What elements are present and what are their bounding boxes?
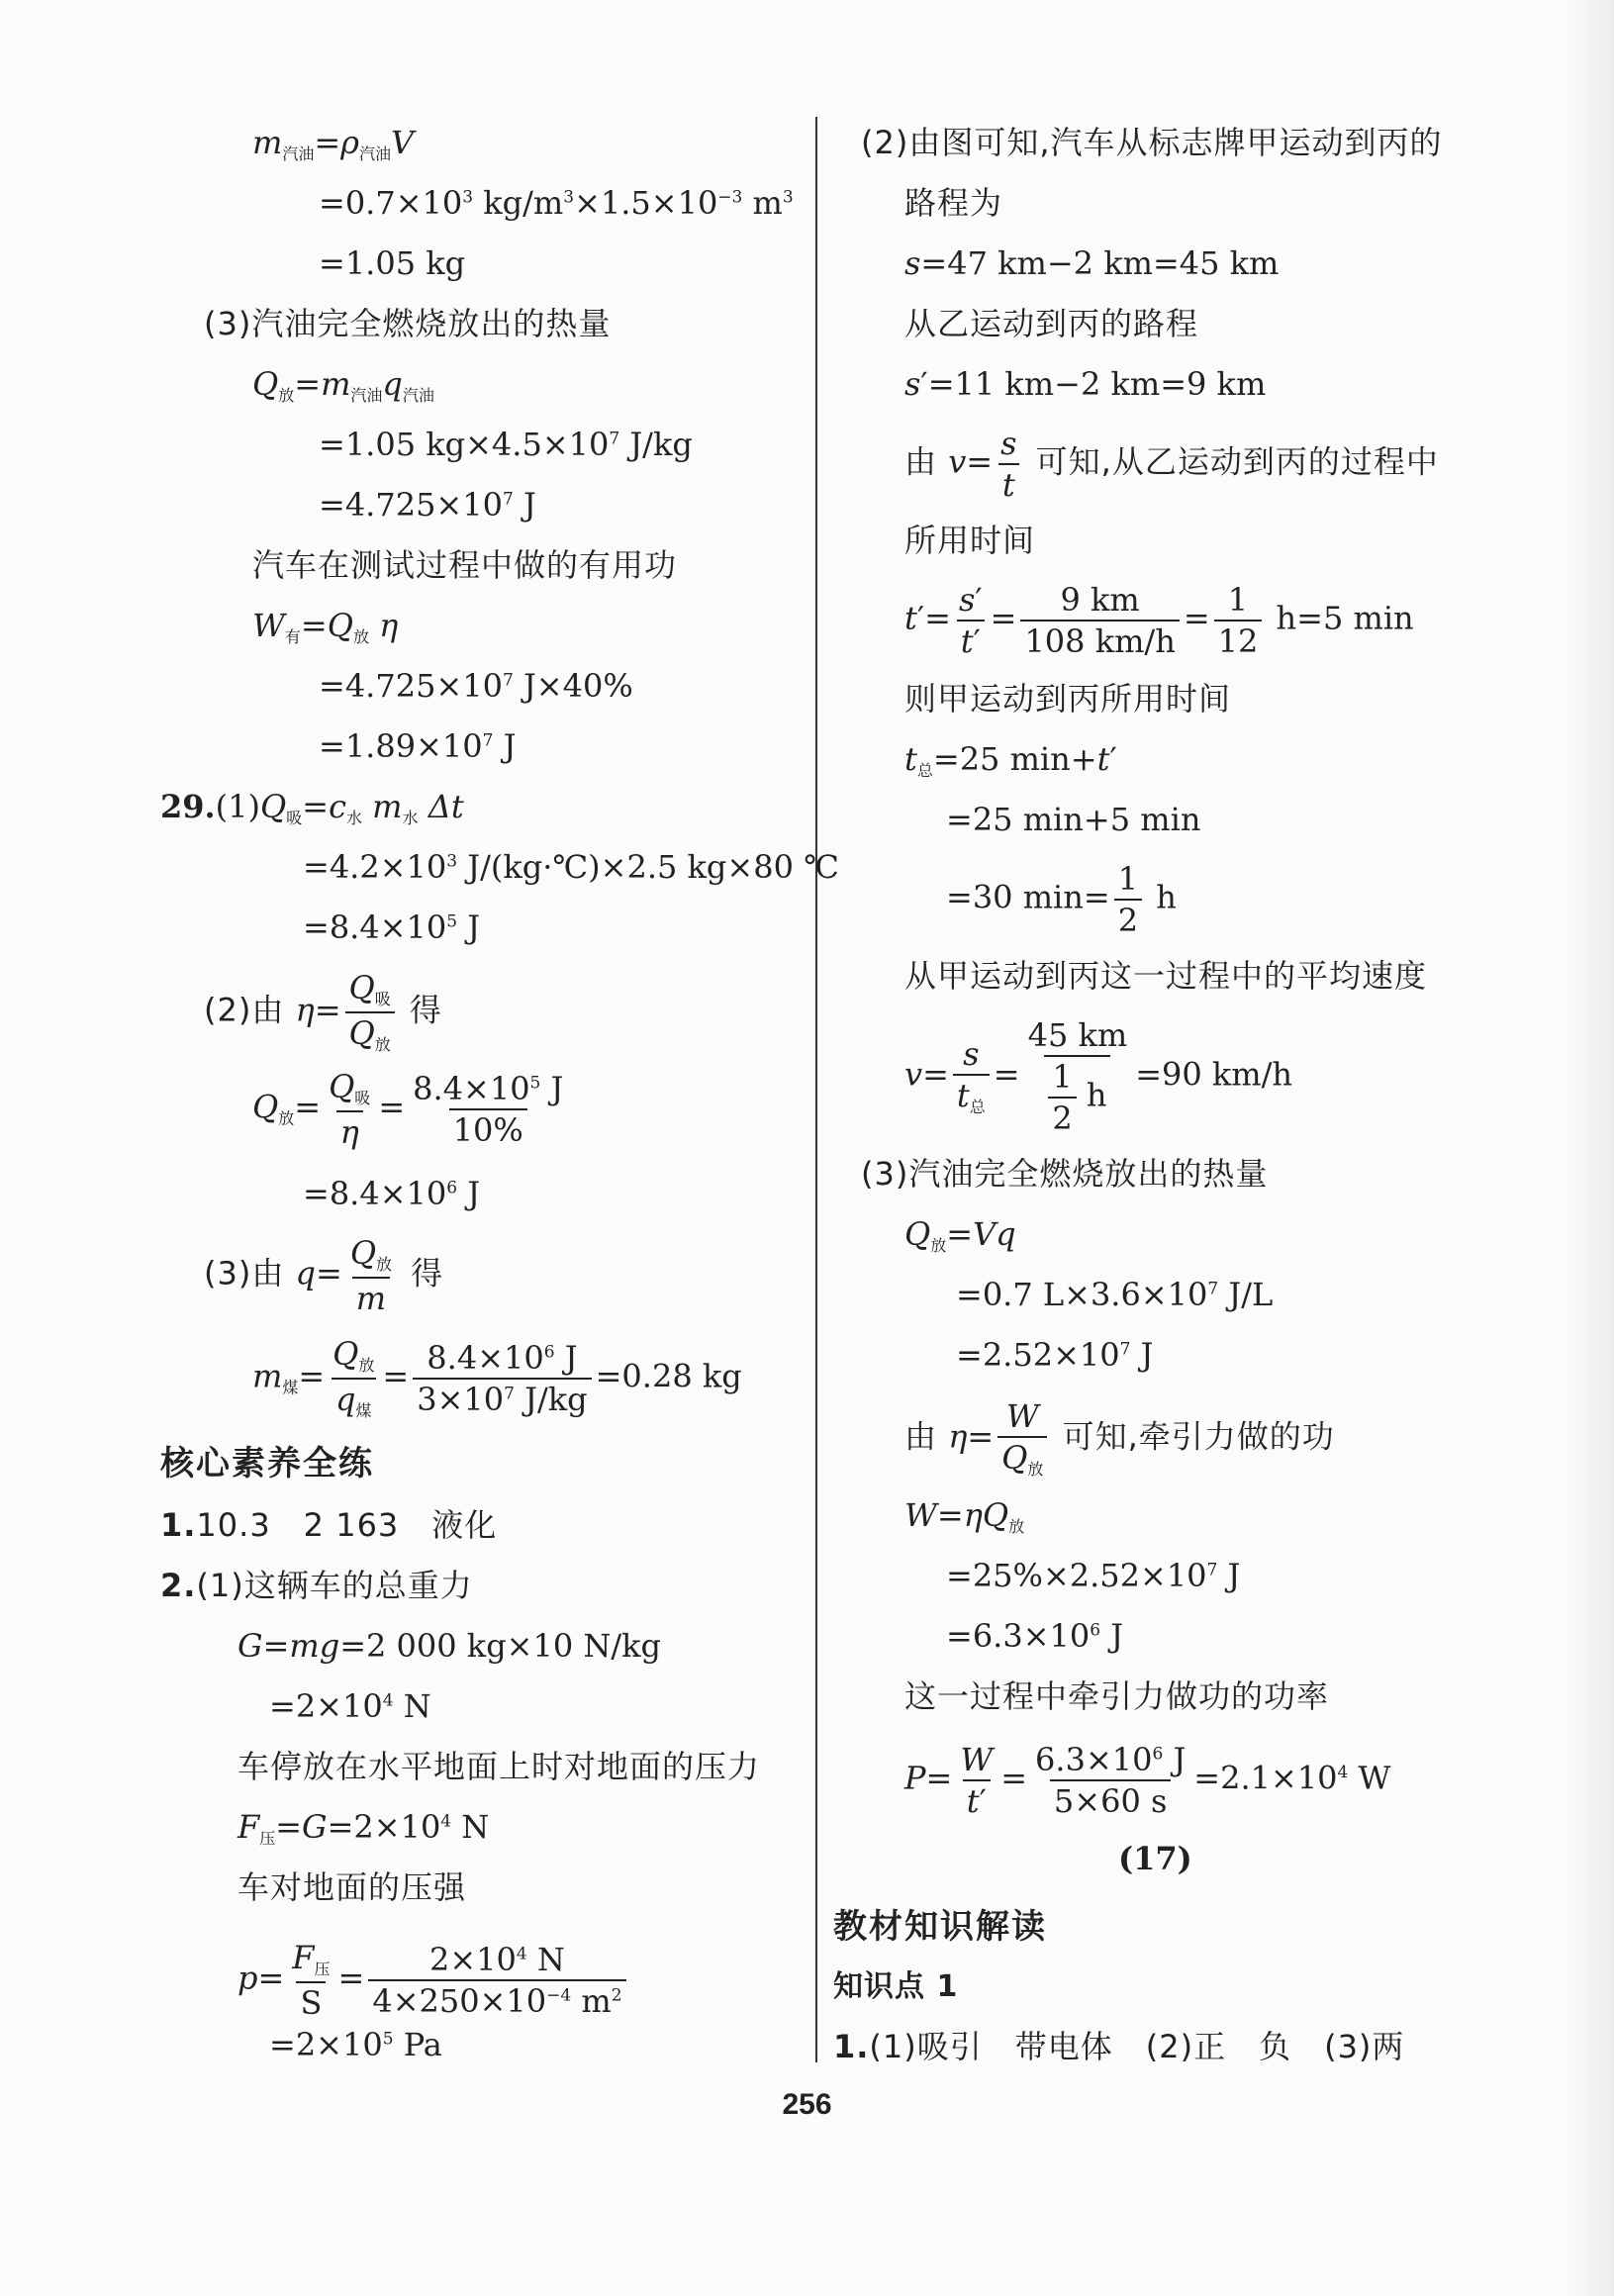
formula-line: v= $\frac{s}{t_总}$ = 45 km $\frac{1}{2}$ h =90 km/h bbox=[904, 1016, 1293, 1137]
formula-line: 由 η= $\frac{W}{Q_放}$ 可知,牵引力做的功 bbox=[904, 1397, 1335, 1479]
formula-line: t′= $\frac{s'}{t'}$ = $\frac{9 km}{108 km/h}$ = $\frac{1}{12}$ h=5 min bbox=[904, 581, 1414, 660]
formula-line: $=2\times 10^4$ N bbox=[269, 1687, 431, 1725]
formula-line: $=4.725\times 10^7$ J×40% bbox=[319, 667, 633, 705]
formula-line: p= $\frac{F_压}{S}$ = $\frac{2\times 10^4 N}{4\times 250\times 10^{-4} m^2}$ bbox=[237, 1942, 630, 2019]
text-line: 这一过程中牵引力做功的功率 bbox=[904, 1677, 1330, 1715]
page-number: 256 bbox=[782, 2088, 832, 2121]
formula-line: $=4.725\times 10^7$ J bbox=[319, 486, 536, 524]
page-edge-shade bbox=[1568, 0, 1614, 2296]
formula-line: $=2\times 10^5$ Pa bbox=[269, 2026, 442, 2063]
formula-line: =30 min= $\frac{1}{2}$ h bbox=[946, 860, 1177, 939]
formula-line: =1.05 kg bbox=[319, 244, 466, 282]
knowledge-item-1: 1.(1)吸引 带电体 (2)正 负 (3)两 bbox=[833, 2028, 1405, 2065]
question-29: $29.(1)Q_吸=c_水$ $m_水$ Δt bbox=[160, 788, 464, 827]
text-line: 从乙运动到丙的路程 bbox=[904, 305, 1199, 342]
formula-line: $=8.4\times 10^5$ J bbox=[303, 909, 481, 946]
formula-line: (3)由 q= $\frac{Q_放}{m}$ 得 bbox=[204, 1234, 444, 1317]
column-divider bbox=[815, 117, 817, 2062]
formula-line: =0.7 $L\times 3.6\times 10^7$ J/L bbox=[956, 1276, 1274, 1313]
text-line: 所用时间 bbox=[904, 522, 1036, 559]
formula-line: (2)由 η= $\frac{Q_吸}{Q_放}$ 得 bbox=[204, 969, 442, 1054]
formula-line: $F_压=G=2\times 10^4$ N bbox=[237, 1808, 490, 1848]
formula-line: $=4.2\times 10^3$ J/(kg·℃)×2.5 kg×80 ℃ bbox=[303, 848, 839, 886]
formula-line: $m_煤=$ $\frac{Q_放}{q_煤}$ = $\frac{8.4\times 10^6 J}{3\times 10^7 J/kg}$ =0.28 kg bbox=[252, 1335, 742, 1420]
section-number: (17) bbox=[1118, 1840, 1192, 1877]
formula-line: P= $\frac{W}{t'}$ = $\frac{6.3\times 10^6 J}{5\times 60 s}$ $=2.1\times 10^4$ W bbox=[904, 1741, 1391, 1820]
text-line: 汽车在测试过程中做的有用功 bbox=[252, 546, 678, 584]
text-line: (2)由图可知,汽车从标志牌甲运动到丙的 bbox=[861, 124, 1443, 161]
question-number: 29. bbox=[160, 788, 216, 825]
formula-line: $W=\eta Q_放$ bbox=[904, 1496, 1025, 1536]
text-line: (3)汽油完全燃烧放出的热量 bbox=[861, 1155, 1269, 1193]
section-heading: 核心素养全练 bbox=[160, 1444, 374, 1483]
formula-line: $=1.89\times 10^7$ J bbox=[319, 727, 517, 765]
formula-line: $Q_放=m_{汽油}q_{汽油}$ bbox=[252, 365, 434, 405]
question-1: 1.10.3 2 163 液化 bbox=[160, 1506, 498, 1544]
text-line: 车停放在水平地面上时对地面的压力 bbox=[237, 1748, 761, 1785]
formula-line: G=mg=2 000 kg×10 N/kg bbox=[237, 1627, 662, 1665]
formula-line: $=8.4\times 10^6$ J bbox=[303, 1175, 481, 1212]
text-line: 路程为 bbox=[904, 184, 1003, 222]
formula-line: $m_{汽油}=\rho_{汽油}V$ bbox=[252, 124, 415, 163]
formula-line: $W_有=Q_放$ η bbox=[252, 607, 399, 646]
formula-line: $=0.7\times 10^3$ $kg/m^3\times 1.5\times 10^{-3}$ $m^3$ bbox=[319, 184, 794, 222]
text-line: 车对地面的压强 bbox=[237, 1868, 467, 1906]
formula-line: 由 v= $\frac{s}{t}$ 可知,从乙运动到丙的过程中 bbox=[904, 425, 1439, 504]
formula-line: $t_总=25$ min+t′ bbox=[904, 740, 1117, 780]
formula-line: =25 min+5 min bbox=[946, 801, 1201, 838]
section-heading: 教材知识解读 bbox=[833, 1907, 1047, 1947]
formula-line: =1.05 $kg\times 4.5\times 10^7$ J/kg bbox=[319, 426, 693, 463]
formula-line: $Q_放=Vq$ bbox=[904, 1215, 1016, 1255]
question-2: 2.(1)这辆车的总重力 bbox=[160, 1567, 473, 1604]
text-line: 则甲运动到丙所用时间 bbox=[904, 680, 1232, 718]
text-line: (3)汽油完全燃烧放出的热量 bbox=[204, 305, 612, 342]
formula-line: s′=11 km−2 km=9 km bbox=[904, 365, 1267, 403]
question-number: 2. bbox=[160, 1567, 197, 1604]
sub-heading: 知识点 1 bbox=[833, 1969, 959, 2004]
formula-line: $Q_放=$ $\frac{Q_吸}{\eta}$ = $\frac{8.4\times 10^5 J}{10\%}$ bbox=[252, 1068, 564, 1151]
formula-line: $=25\%\times 2.52\times 10^7$ J bbox=[946, 1557, 1241, 1594]
text-line: 从甲运动到丙这一过程中的平均速度 bbox=[904, 957, 1428, 995]
formula-line: $=2.52\times 10^7$ J bbox=[956, 1336, 1154, 1374]
formula-line: s=47 km−2 km=45 km bbox=[904, 244, 1280, 282]
formula-line: $=6.3\times 10^6$ J bbox=[946, 1617, 1124, 1655]
